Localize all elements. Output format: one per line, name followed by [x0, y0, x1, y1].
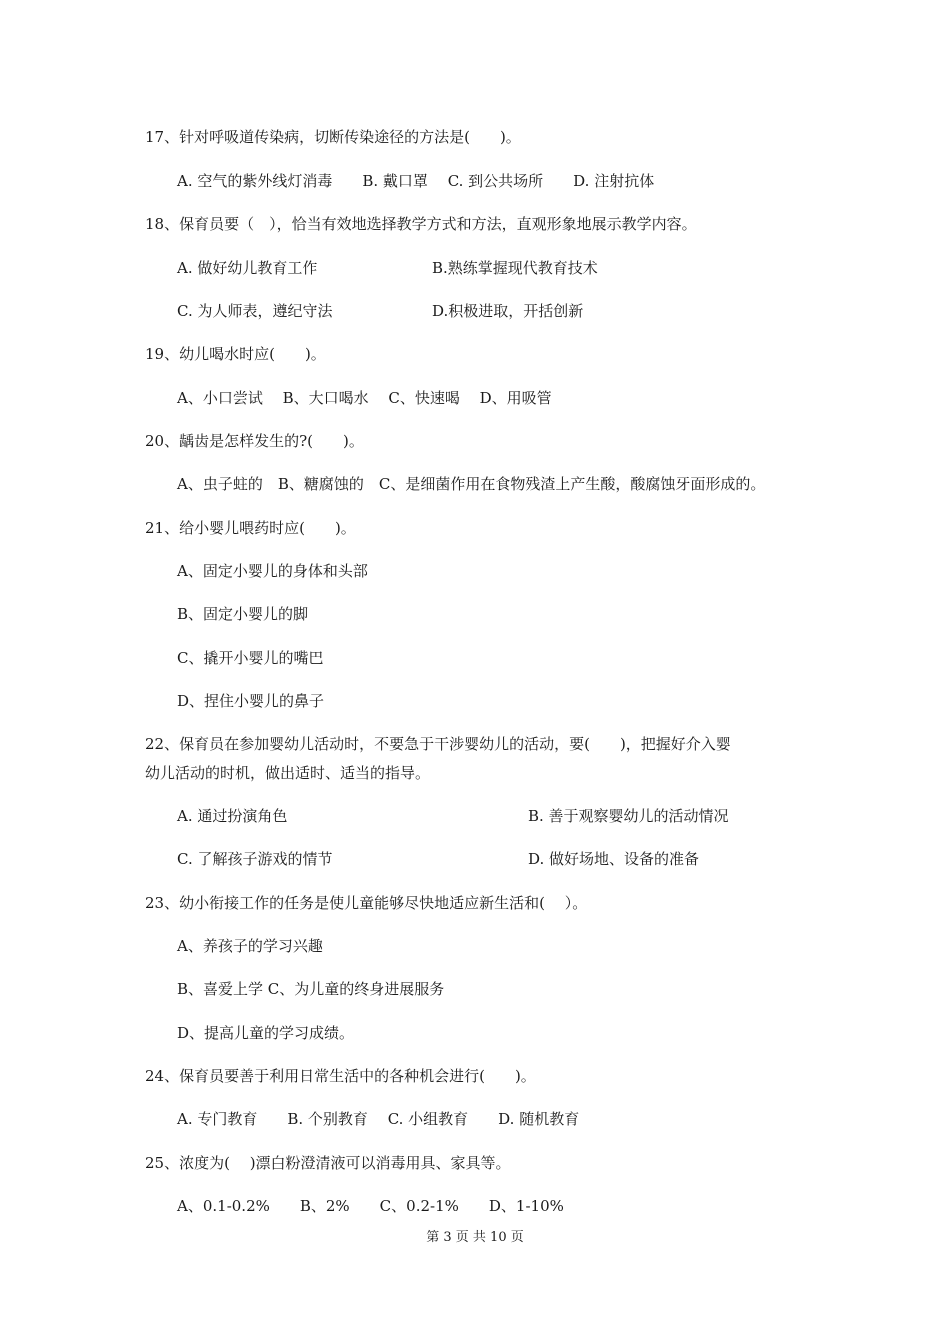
- question-17-stem: 17、针对呼吸道传染病，切断传染途径的方法是( )。: [145, 128, 521, 146]
- question-21-option-c: C、撬开小婴儿的嘴巴: [177, 649, 324, 667]
- question-22-option-a: A. 通过扮演角色: [177, 807, 288, 825]
- question-23-option-a: A、养孩子的学习兴趣: [177, 937, 323, 955]
- question-17-options: A. 空气的紫外线灯消毒 B. 戴口罩 C. 到公共场所 D. 注射抗体: [177, 172, 655, 190]
- question-25-stem: 25、浓度为( )漂白粉澄清液可以消毒用具、家具等。: [145, 1154, 511, 1172]
- question-24-options: A. 专门教育 B. 个别教育 C. 小组教育 D. 随机教育: [177, 1110, 580, 1128]
- page-number-footer: 第 3 页 共 10 页: [426, 1230, 524, 1245]
- question-23-stem: 23、幼小衔接工作的任务是使儿童能够尽快地适应新生活和( ）。: [145, 894, 588, 912]
- question-18-stem: 18、保育员要（ ），恰当有效地选择教学方式和方法，直观形象地展示教学内容。: [145, 215, 697, 233]
- question-23-option-bc: B、喜爱上学 C、为儿童的终身进展服务: [177, 980, 445, 998]
- question-21-stem: 21、给小婴儿喂药时应( )。: [145, 519, 356, 537]
- question-22-stem-line2: 幼儿活动的时机，做出适时、适当的指导。: [145, 764, 431, 782]
- question-19-stem: 19、幼儿喝水时应( )。: [145, 345, 326, 363]
- question-20-options: A、虫子蛀的 B、糖腐蚀的 C、是细菌作用在食物残渣上产生酸，酸腐蚀牙面形成的。: [177, 475, 766, 493]
- question-18-option-a: A. 做好幼儿教育工作: [177, 259, 318, 277]
- question-22-option-d: D. 做好场地、设备的准备: [528, 850, 700, 868]
- question-18-option-d: D.积极进取，开括创新: [432, 302, 584, 320]
- question-21-option-a: A、固定小婴儿的身体和头部: [177, 562, 368, 580]
- question-23-option-d: D、提高儿童的学习成绩。: [177, 1024, 355, 1042]
- question-22-stem-line1: 22、保育员在参加婴幼儿活动时，不要急于干涉婴幼儿的活动，要( )，把握好介入婴: [145, 735, 731, 753]
- question-24-stem: 24、保育员要善于利用日常生活中的各种机会进行( )。: [145, 1067, 536, 1085]
- question-20-stem: 20、龋齿是怎样发生的?( )。: [145, 432, 364, 450]
- question-22-option-b: B. 善于观察婴幼儿的活动情况: [528, 807, 729, 825]
- question-21-option-d: D、捏住小婴儿的鼻子: [177, 692, 325, 710]
- question-18-option-b: B.熟练掌握现代教育技术: [432, 259, 598, 277]
- question-25-options: A、0.1-0.2% B、2% C、0.2-1% D、1-10%: [177, 1197, 564, 1215]
- question-18-option-c: C. 为人师表，遵纪守法: [177, 302, 333, 320]
- question-21-option-b: B、固定小婴儿的脚: [177, 605, 309, 623]
- question-19-options: A、小口尝试 B、大口喝水 C、快速喝 D、用吸管: [177, 389, 552, 407]
- question-22-option-c: C. 了解孩子游戏的情节: [177, 850, 333, 868]
